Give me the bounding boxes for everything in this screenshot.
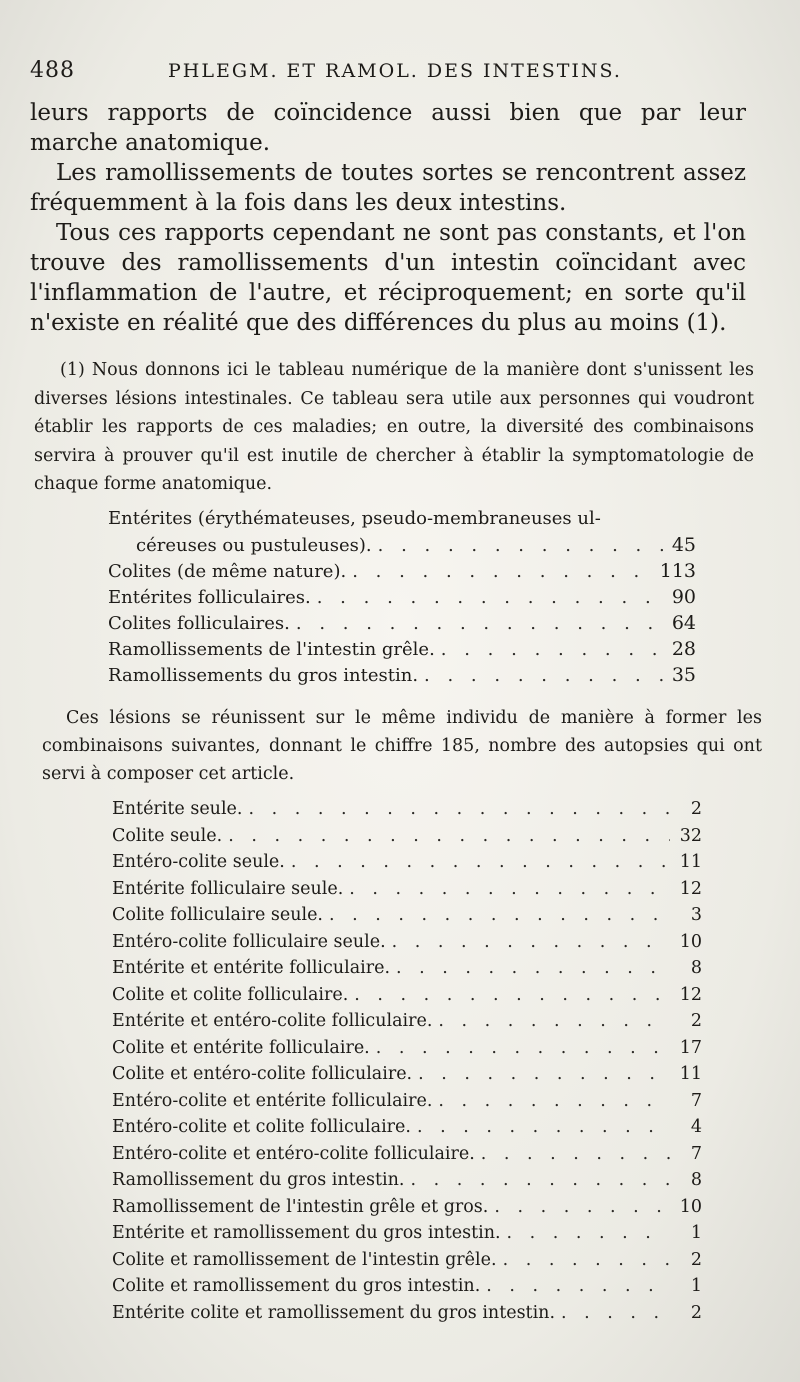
row-label: Colite et ramollissement du gros intestin.	[112, 1276, 481, 1296]
table-row	[112, 1273, 702, 1300]
row-value: 10	[679, 1196, 702, 1217]
table-row	[112, 1247, 702, 1274]
row-label: Entérite folliculaire seule.	[112, 878, 344, 899]
footnote-text: (1) Nous donnons ici le tableau numérique de la manière dont s'unissent les diverses lésions intestinales. Ce tableau sera utile aux personnes qui voudront établir les rapports de ces maladies; en outre, la diversité des combinaisons servira à prouver qu'il est inutile de chercher à établir la symptomatologie de chaque forme anatomique.	[34, 360, 754, 494]
row-value: 1	[690, 1276, 702, 1296]
row-label: Colite et ramollissement de l'intestin grêle.	[112, 1249, 497, 1270]
table-row	[108, 558, 696, 584]
table-row	[112, 1088, 702, 1115]
leader-dots	[410, 1167, 670, 1194]
row-value: 4	[690, 1117, 702, 1137]
summary	[42, 704, 762, 788]
table-row	[112, 929, 702, 956]
row-value: 12	[679, 878, 702, 899]
table-row	[108, 636, 696, 662]
row-value: 11	[679, 1064, 702, 1084]
leader-dots	[438, 1008, 670, 1035]
table-row	[112, 823, 702, 850]
summary-text: Ces lésions se réunissent sur le même individu de manière à former les combinaisons suivantes, donnant le chiffre 185, nombre des autopsies qui ont servi à composer cet article.	[42, 708, 762, 784]
page-number: 488	[30, 58, 75, 83]
row-label: Entérite et entéro-colite folliculaire.	[112, 1011, 433, 1031]
row-value: 2	[690, 1249, 702, 1270]
table-row	[112, 1114, 702, 1141]
row-value: 10	[679, 931, 702, 952]
leader-dots	[486, 1273, 670, 1300]
paragraph-2: Les ramollissements de toutes sortes se rencontrent assez fréquemment à la fois dans les deux intestins.	[30, 160, 746, 216]
row-value: 8	[690, 1170, 702, 1190]
row-label: Colites (de même nature).	[108, 561, 347, 582]
row-label: Entéro-colite et colite folliculaire.	[112, 1117, 411, 1137]
table-row	[112, 796, 702, 823]
row-label: Colite et entéro-colite folliculaire.	[112, 1064, 413, 1084]
table-row	[112, 1061, 702, 1088]
leader-dots	[329, 902, 670, 929]
row-label: Colites folliculaires.	[108, 613, 290, 634]
paragraph-1: leurs rapports de coïncidence aussi bien que par leur marche anatomique.	[30, 100, 746, 156]
leader-dots	[296, 611, 664, 637]
leader-dots	[392, 929, 670, 956]
leader-dots	[228, 823, 670, 850]
row-label: Entérite seule.	[112, 799, 243, 819]
leader-dots	[503, 1247, 670, 1274]
leader-dots	[291, 849, 670, 876]
page-header	[30, 58, 770, 88]
leader-dots	[376, 1035, 670, 1062]
row-value: 28	[671, 638, 696, 660]
table-row	[112, 849, 702, 876]
row-value: 90	[671, 586, 696, 608]
paragraph-3: Tous ces rapports cependant ne sont pas constants, et l'on trouve des ramollissements d'un intestin coïncidant avec l'inflammation de l'autre, et réciproquement; en sorte qu'il n'existe en réalité que des différences du plus au moins (1).	[30, 220, 746, 336]
table-row	[112, 902, 702, 929]
row-value: 32	[679, 825, 702, 846]
table-row	[112, 876, 702, 903]
table-row	[112, 1035, 702, 1062]
leader-dots	[354, 982, 670, 1009]
leader-dots	[396, 955, 670, 982]
lesions-table	[108, 506, 696, 688]
running-title: PHLEGM. ET RAMOL. DES INTESTINS.	[168, 60, 622, 82]
leader-dots	[417, 1114, 670, 1141]
row-value: 2	[690, 1302, 702, 1323]
table-row	[112, 1300, 702, 1327]
row-value: 3	[690, 905, 702, 925]
table-row	[112, 1008, 702, 1035]
row-value: 7	[690, 1143, 702, 1164]
leader-dots	[317, 585, 664, 611]
row-label: Colite et colite folliculaire.	[112, 984, 349, 1005]
table-row	[108, 532, 696, 558]
leader-dots	[507, 1220, 670, 1247]
table-row	[112, 982, 702, 1009]
leader-dots	[418, 1061, 670, 1088]
leader-dots	[438, 1088, 670, 1115]
leader-dots	[349, 876, 670, 903]
table-row	[108, 584, 696, 610]
table-row	[112, 1194, 702, 1221]
row-value: 17	[679, 1037, 702, 1058]
row-value: 35	[671, 664, 696, 686]
leader-dots	[494, 1194, 670, 1221]
row-label: Entérites folliculaires.	[108, 587, 311, 608]
row-value: 8	[690, 958, 702, 978]
table-row	[112, 1220, 702, 1247]
leader-dots	[441, 637, 664, 663]
row-label: Colite et entérite folliculaire.	[112, 1037, 370, 1058]
row-label: Entéro-colite seule.	[112, 852, 285, 872]
row-label: Ramollissement de l'intestin grêle et gros.	[112, 1196, 489, 1217]
row-value: 1	[690, 1223, 702, 1243]
row-label: Colite seule.	[112, 825, 223, 846]
leader-dots	[424, 663, 664, 689]
leader-dots	[561, 1300, 670, 1327]
row-value: 113	[659, 560, 696, 582]
leader-dots	[378, 533, 664, 559]
row-label: Entérite et ramollissement du gros intestin.	[112, 1223, 501, 1243]
row-label: Colite folliculaire seule.	[112, 905, 323, 925]
row-value: 7	[690, 1090, 702, 1111]
row-value: 11	[679, 852, 702, 872]
row-label: Entérite colite et ramollissement du gros intestin.	[112, 1302, 556, 1323]
leader-dots	[481, 1141, 670, 1168]
row-label: Entéro-colite et entérite folliculaire.	[112, 1090, 433, 1111]
table-row	[112, 955, 702, 982]
row-label: Ramollissement du gros intestin.	[112, 1170, 405, 1190]
table-row	[112, 1167, 702, 1194]
combinations-table	[112, 796, 702, 1326]
row-value: 2	[690, 799, 702, 819]
lesions-first-line: Entérites (érythémateuses, pseudo-membraneuses ul-	[108, 508, 601, 529]
row-value: 45	[671, 534, 696, 556]
row-label: Entérite et entérite folliculaire.	[112, 958, 391, 978]
row-label: Entéro-colite folliculaire seule.	[112, 931, 386, 952]
leader-dots	[352, 559, 654, 585]
table-row	[108, 610, 696, 636]
leader-dots	[248, 796, 670, 823]
row-value: 64	[671, 612, 696, 634]
row-label: Entéro-colite et entéro-colite folliculaire.	[112, 1143, 475, 1164]
table-row	[108, 662, 696, 688]
footnote	[34, 356, 754, 499]
row-label: Ramollissements de l'intestin grêle.	[108, 639, 435, 660]
row-value: 2	[690, 1011, 702, 1031]
table-row	[112, 1141, 702, 1168]
row-label: Ramollissements du gros intestin.	[108, 665, 419, 686]
row-label: céreuses ou pustuleuses).	[136, 535, 372, 556]
row-value: 12	[679, 984, 702, 1005]
